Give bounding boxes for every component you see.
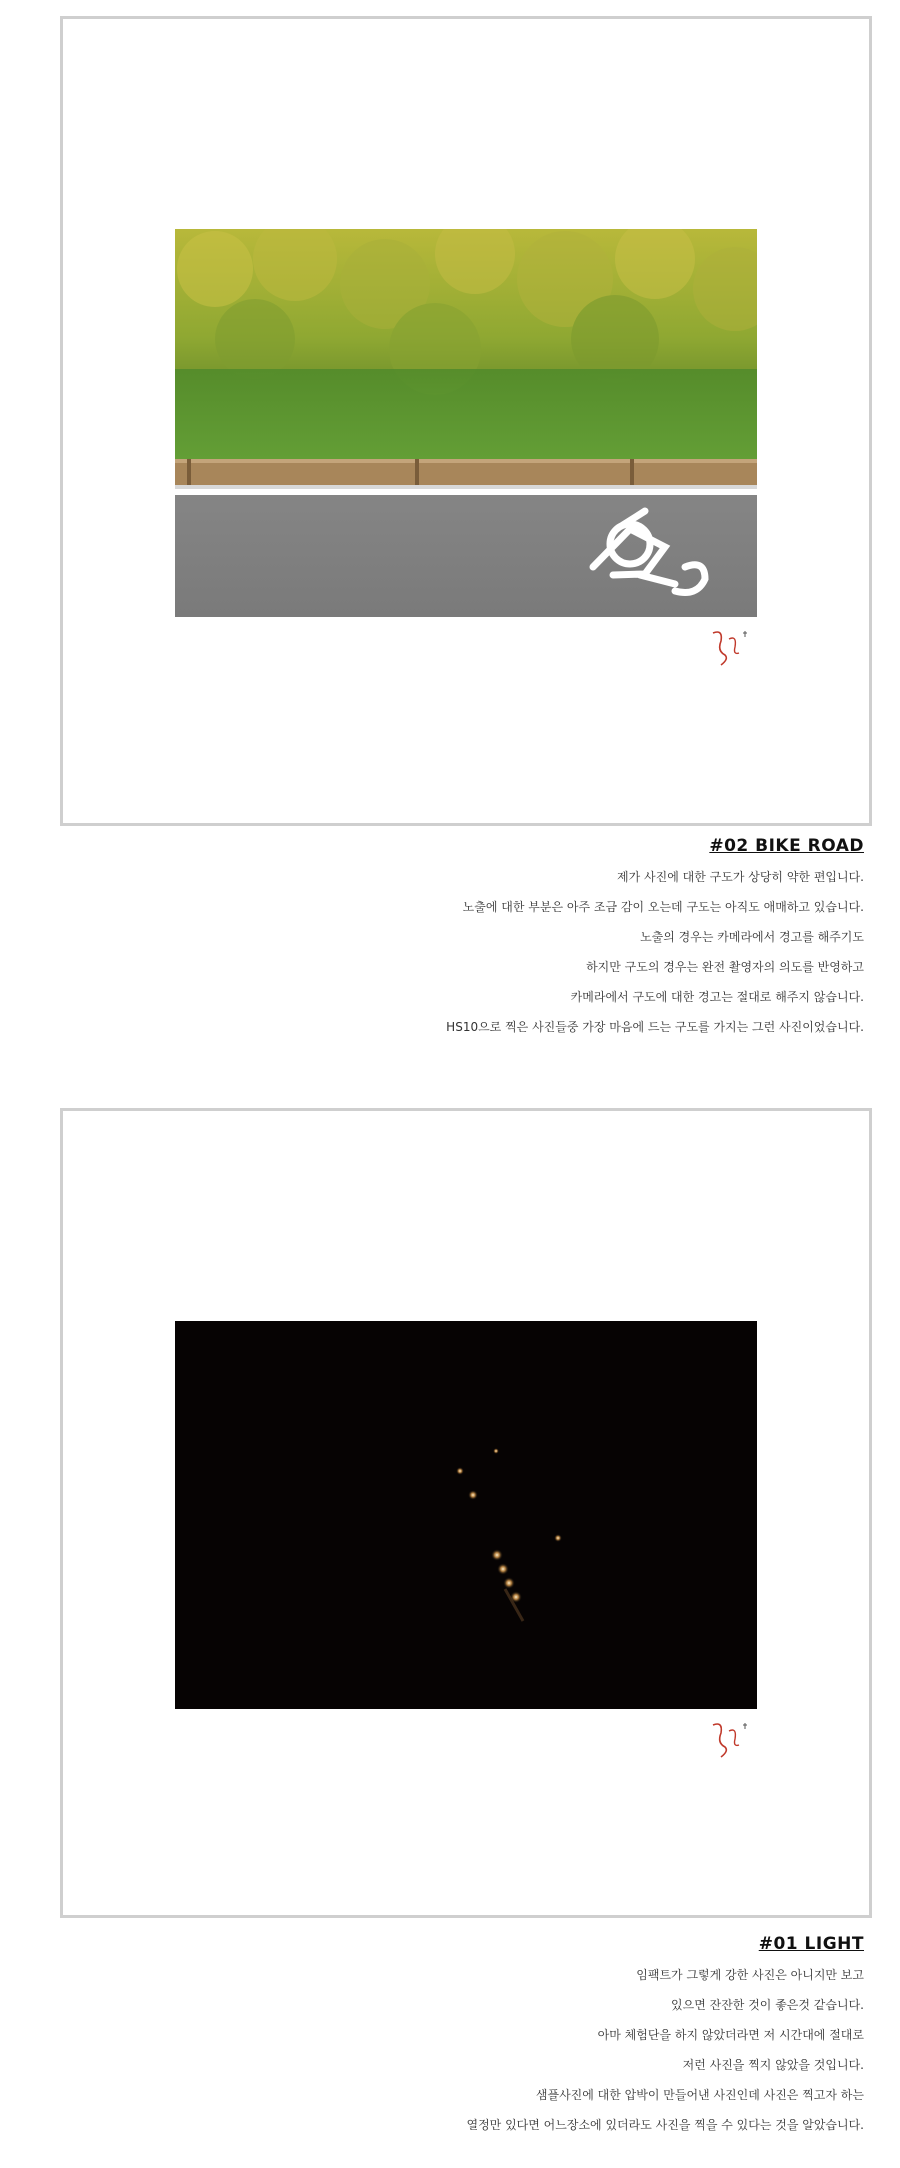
caption-line: 저런 사진을 찍지 않았을 것입니다.	[682, 2058, 864, 2072]
caption-line: 열정만 있다면 어느장소에 있더라도 사진을 찍을 수 있다는 것을 알았습니다.	[466, 2118, 864, 2132]
caption-line: 샘플사진에 대한 압박이 만들어낸 사진인데 사진은 찍고자 하는	[535, 2088, 864, 2102]
bike-road-photo[interactable]	[175, 229, 757, 617]
caption-line: 노출에 대한 부분은 아주 조금 감이 오는데 구도는 아직도 애매하고 있습니다.	[462, 900, 864, 914]
caption-line: 노출의 경우는 카메라에서 경고를 해주기도	[640, 930, 864, 944]
caption-line: 하지만 구도의 경우는 완전 촬영자의 의도를 반영하고	[586, 960, 864, 974]
caption-line: 카메라에서 구도에 대한 경고는 절대로 해주지 않습니다.	[570, 990, 864, 1004]
photo-frame-bike-road	[60, 16, 872, 826]
post-caption	[467, 1928, 865, 2140]
night-lights-photo[interactable]	[175, 1321, 757, 1709]
photo-frame-light	[60, 1108, 872, 1918]
post-title[interactable]: #01 LIGHT	[758, 1934, 864, 1954]
caption-line: 있으면 잔잔한 것이 좋은것 같습니다.	[671, 1998, 864, 2012]
caption-line: 제가 사진에 대한 구도가 상당히 약한 편입니다.	[617, 870, 864, 884]
caption-line: 임팩트가 그렇게 강한 사진은 아니지만 보고	[636, 1968, 864, 1982]
post-title[interactable]: #02 BIKE ROAD	[709, 836, 864, 856]
post-caption	[446, 830, 864, 1042]
caption-line: 아마 체험단을 하지 않았더라면 저 시간대에 절대로	[597, 2028, 864, 2042]
signature-mark	[707, 1719, 753, 1761]
caption-line: HS10으로 찍은 사진들중 가장 마음에 드는 구도를 가지는 그런 사진이었습니다.	[446, 1020, 864, 1034]
signature-mark	[707, 627, 753, 669]
